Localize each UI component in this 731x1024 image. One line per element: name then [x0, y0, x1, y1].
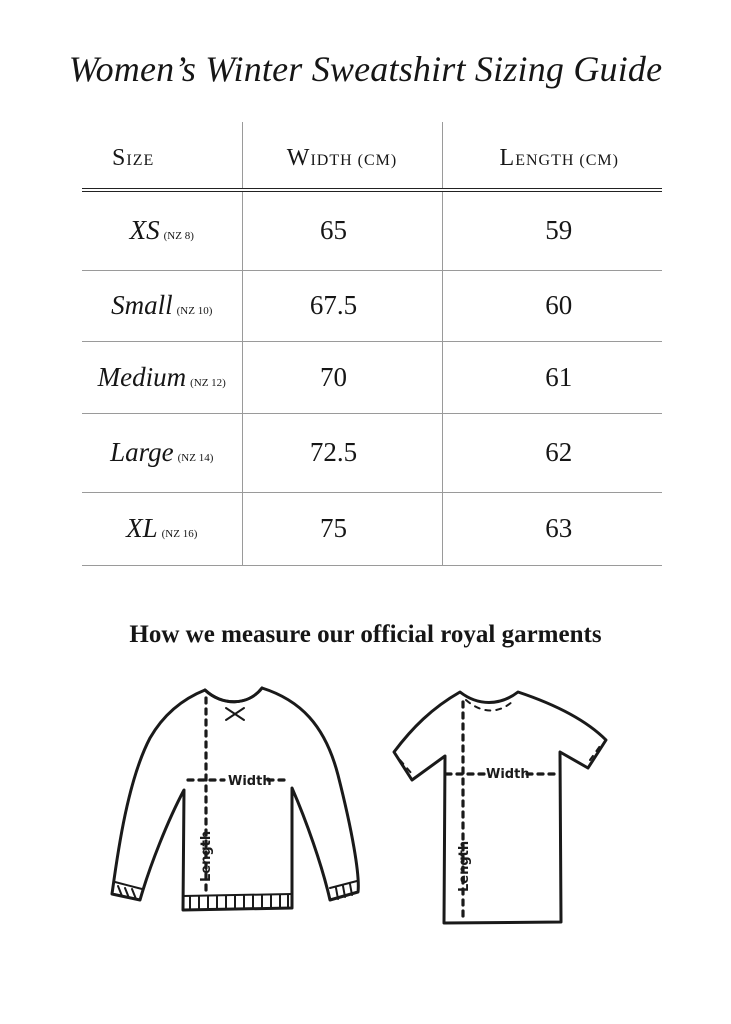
header-size-label: SIZE [112, 145, 155, 171]
header-length [442, 122, 662, 190]
tshirt-width-label: Width [486, 767, 530, 782]
size-name: Large [110, 437, 174, 467]
width-cell: 72.5 [242, 413, 442, 492]
tshirt-drawing [394, 692, 606, 923]
table-row [82, 341, 662, 413]
length-cell: 63 [442, 492, 662, 565]
sweatshirt-drawing [112, 688, 358, 910]
nz-size: (NZ 10) [176, 305, 213, 317]
table-row [82, 492, 662, 565]
size-cell [82, 270, 242, 341]
nz-size: (NZ 12) [190, 376, 226, 389]
garment-measurement-illustration [0, 670, 731, 970]
size-cell [82, 492, 242, 565]
table-row [82, 190, 662, 270]
tshirt-outline [394, 692, 606, 923]
header-width-label: WIDTH (CM) [286, 145, 398, 171]
width-cell: 75 [242, 492, 442, 565]
size-name: XL [126, 513, 158, 543]
length-cell: 60 [442, 270, 662, 341]
size-cell [82, 341, 242, 413]
table-row [82, 270, 662, 341]
length-cell: 61 [442, 341, 662, 413]
table-row [82, 413, 662, 492]
sweatshirt-length-label: Length [199, 830, 214, 882]
length-cell: 59 [442, 190, 662, 270]
width-cell: 65 [242, 190, 442, 270]
length-cell: 62 [442, 413, 662, 492]
header-length-label: LENGTH (CM) [499, 145, 619, 171]
header-size [82, 122, 242, 190]
tshirt-length-label: Length [457, 840, 472, 892]
sweatshirt-width-label: Width [228, 774, 272, 789]
size-cell [82, 413, 242, 492]
header-width [242, 122, 442, 190]
size-cell [82, 190, 242, 270]
page-title: Women’s Winter Sweatshirt Sizing Guide [68, 49, 663, 89]
size-name: XS [129, 215, 160, 246]
size-table [82, 122, 662, 566]
nz-size: (NZ 14) [177, 452, 214, 464]
nz-size: (NZ 16) [161, 528, 198, 540]
width-cell: 70 [242, 341, 442, 413]
nz-size: (NZ 8) [163, 230, 194, 243]
table-header-row [82, 122, 662, 190]
measure-heading: How we measure our official royal garments [129, 621, 602, 648]
size-name: Medium [97, 361, 187, 392]
width-cell: 67.5 [242, 270, 442, 341]
sweatshirt-outline [112, 688, 358, 910]
size-name: Small [111, 290, 173, 320]
